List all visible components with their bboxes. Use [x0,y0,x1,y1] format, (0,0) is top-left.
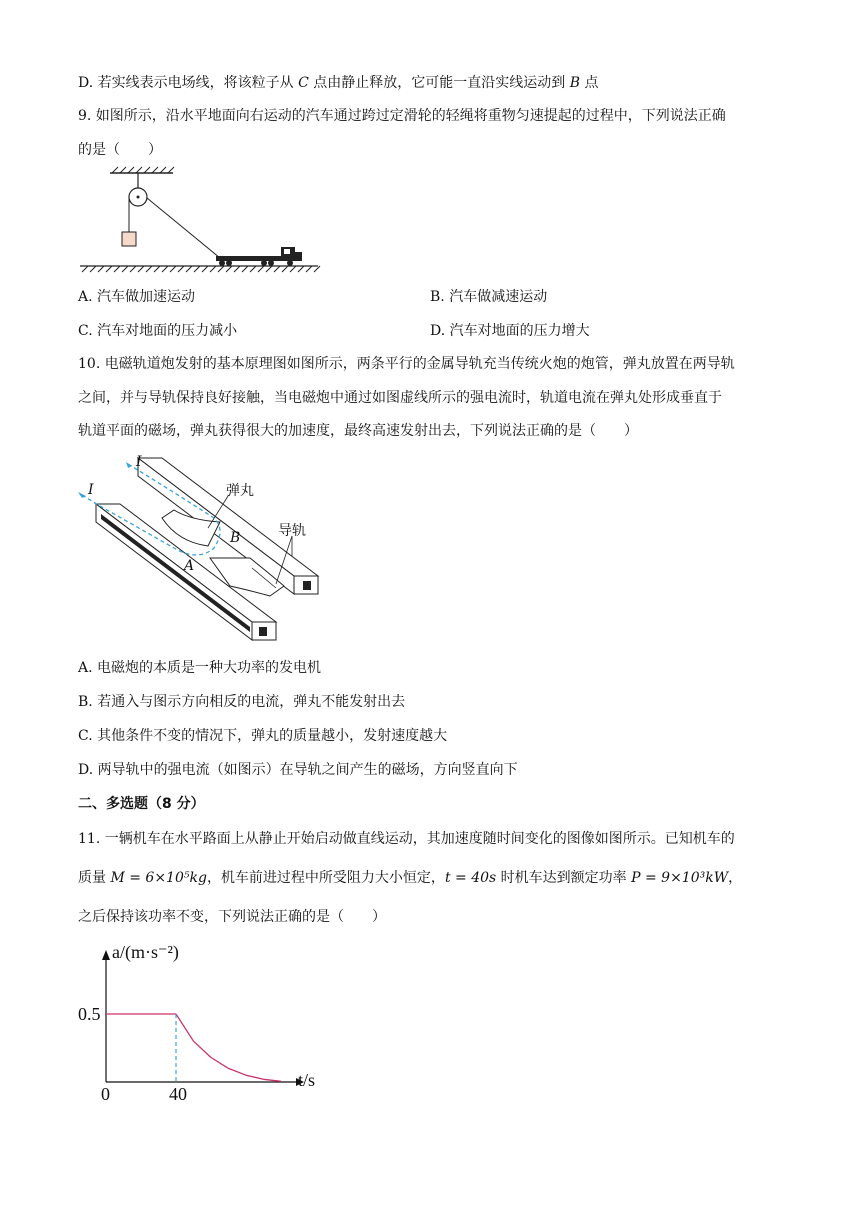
q11-acceleration-chart [70,938,330,1110]
section-title: 二、多选题（8 分） [78,796,205,812]
current-label-i2: I [88,482,94,498]
q11-stem-line3: 之后保持该功率不变，下列说法正确的是（ ） [78,909,386,925]
y-tick-label: 0.5 [78,1004,101,1024]
q9-option-b: B. 汽车做减速运动 [430,289,548,305]
q9-stem-line1: 9. 如图所示，沿水平地面向右运动的汽车通过跨过定滑轮的轻绳将重物匀速提起的过程中，下列说法正确 [78,108,726,124]
q9-option-d: D. 汽车对地面的压力增大 [430,323,590,339]
x-tick-label-0: 0 [101,1084,110,1104]
q10-option-a: A. 电磁炮的本质是一种大功率的发电机 [78,660,322,676]
q9-pulley-figure [78,165,328,275]
q10-stem-line2: 之间，并与导轨保持良好接触，当电磁炮中通过如图虚线所示的强电流时，轨道电流在弹丸处形成垂直于 [78,390,722,406]
q11-stem-line1: 11. 一辆机车在水平路面上从静止开始启动做直线运动，其加速度随时间变化的图像如图所示。已知机车的 [78,831,735,847]
q10-stem-line3: 轨道平面的磁场，弹丸获得很大的加速度，最终高速发射出去，下列说法正确的是（ ） [78,423,638,439]
x-axis-label: t/s [298,1070,316,1090]
point-b-label: B [230,530,241,546]
q11-text-4: ， [728,870,743,886]
q11-text-3: 时机车达到额定功率 [496,870,632,886]
acceleration-series-1 [176,1014,281,1081]
q8-optd-text-3: 点 [580,75,599,91]
q8-optd-text-1: D. 若实线表示电场线，将该粒子从 [78,75,299,91]
q10-railgun-figure [70,450,340,650]
bullet-label: 弹丸 [226,483,254,499]
weight-block [122,232,136,246]
q10-option-d: D. 两导轨中的强电流（如图示）在导轨之间产生的磁场，方向竖直向下 [78,762,518,778]
q10-stem-line1: 10. 电磁轨道炮发射的基本原理图如图所示，两条平行的金属导轨充当传统火炮的炮管，弹丸放置在两导轨 [78,356,735,372]
q8-option-d [78,73,598,93]
q8-optd-point-c: C [298,75,309,91]
q11-stem-line2 [78,868,742,888]
point-a-label: A [184,558,195,574]
q11-text-2: ，机车前进过程中所受阻力大小恒定， [206,870,445,886]
x-tick-label-40: 40 [169,1084,187,1104]
truck-icon [216,247,302,266]
q8-optd-point-b: B [569,75,580,91]
rail-label: 导轨 [278,523,306,539]
q9-option-c: C. 汽车对地面的压力减小 [78,323,238,339]
y-axis-arrow-icon [102,950,110,960]
y-axis-label: a/(m·s⁻²) [112,942,179,962]
q11-mass: M = 6×10⁵kg [110,870,207,886]
q11-power: P = 9×10³kW [631,870,729,886]
q11-text-1: 质量 [78,870,111,886]
q11-time: t = 40s [444,870,497,886]
q10-option-c: C. 其他条件不变的情况下，弹丸的质量越小，发射速度越大 [78,728,448,744]
current-label-i1: I [136,454,142,470]
q10-option-b: B. 若通入与图示方向相反的电流，弹丸不能发射出去 [78,694,406,710]
q9-option-a: A. 汽车做加速运动 [78,289,196,305]
q9-stem-line2: 的是（ ） [78,142,162,158]
q8-optd-text-2: 点由静止释放，它可能一直沿实线运动到 [308,75,570,91]
